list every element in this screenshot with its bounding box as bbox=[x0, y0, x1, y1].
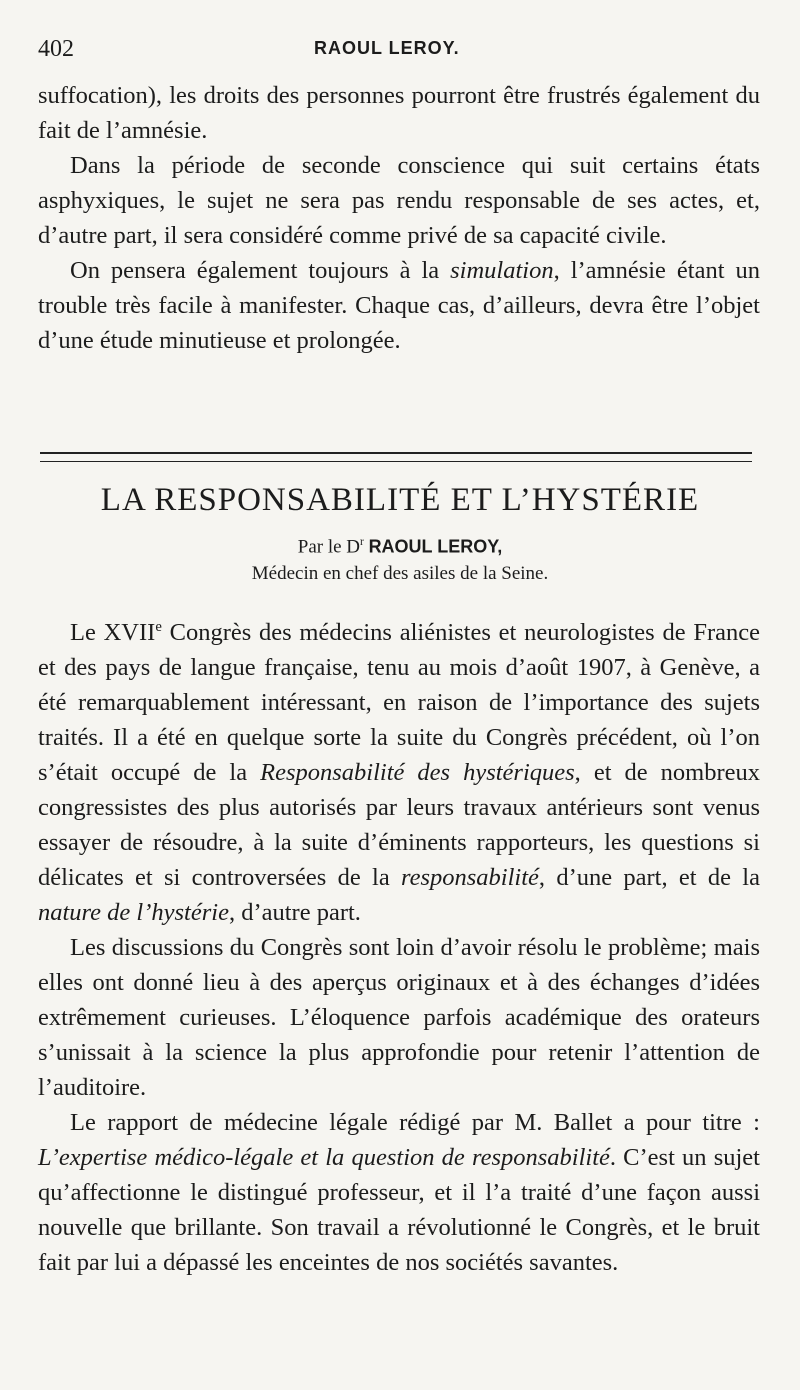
article-title: LA RESPONSABILITÉ ET L’HYSTÉRIE bbox=[100, 482, 700, 518]
paragraph: Dans la période de seconde conscience qui suit certains états asphyxiques, le sujet ne sera pas rendu responsable de ses actes, et, d’autre part, il sera considéré comme privé de sa capacité civile. bbox=[38, 152, 760, 249]
running-head: RAOUL LEROY. bbox=[314, 38, 460, 58]
section-divider bbox=[40, 452, 752, 454]
emphasis: simulation bbox=[450, 257, 554, 284]
previous-article-ending bbox=[38, 78, 760, 358]
emphasis: Responsabilité des hystériques bbox=[260, 759, 575, 787]
paragraph: suffocation), les droits des personnes pourront être frustrés également du fait de l’amnésie. bbox=[38, 82, 760, 144]
page-number: 402 bbox=[38, 36, 74, 62]
paragraph: Les discussions du Congrès sont loin d’avoir résolu le problème; mais elles ont donné lieu à des aperçus originaux et à des échanges d’idées extrêmement curieuses. L’éloquence parfois académique des orateurs s’unissait à la science la plus approfondie pour retenir l’attention de l’auditoire. bbox=[38, 934, 760, 1102]
section-divider bbox=[40, 461, 752, 462]
paragraph: Le XVIIe Congrès des médecins aliénistes et neurologistes de France et des pays de langue française, tenu au mois d’août 1907, à Genève, a été remarquablement intéressant, en raison de l’importance des sujets traités. Il a été en quelque sorte la suite du Congrès précédent, où l’on s’était occupé de la Responsabilité des hystériques, et de nombreux congressistes des plus autorisés par leurs travaux antérieurs sont venus essayer de résoudre, à la suite d’éminents rapporteurs, les questions si délicates et si controversées de la responsabilité, d’une part, et de la nature de l’hystérie, d’autre part. bbox=[38, 619, 761, 927]
emphasis: nature de l’hystérie bbox=[38, 899, 229, 927]
byline: Par le $D^r$ RAOUL LEROY, bbox=[297, 536, 503, 558]
paragraph: On pensera également toujours à la simulation, l’amnésie étant un trouble très facile à manifester. Chaque cas, d’ailleurs, devra être l’objet d’une étude minutieuse et prolongée. bbox=[38, 257, 760, 354]
emphasis: L’expertise médico-légale et la question de responsabilité bbox=[38, 1144, 610, 1172]
article-body bbox=[38, 610, 760, 1280]
page-header bbox=[38, 36, 758, 66]
author-affiliation: Médecin en chef des asiles de la Seine. bbox=[251, 563, 549, 584]
author-name: RAOUL LEROY, bbox=[368, 536, 503, 557]
emphasis: responsabilité bbox=[400, 864, 539, 892]
paragraph: Le rapport de médecine légale rédigé par M. Ballet a pour titre : L’expertise médico-légale et la question de responsabilité. C’est un sujet qu’affectionne le distingué professeur, et il l’a traité d’une façon aussi nouvelle que brillante. Son travail a révolutionné le Congrès, et le bruit fait par lui a dépassé les enceintes de nos sociétés savantes. bbox=[38, 1109, 760, 1277]
